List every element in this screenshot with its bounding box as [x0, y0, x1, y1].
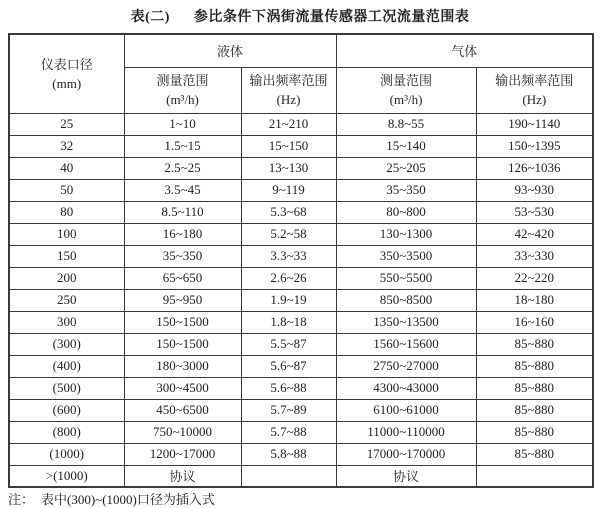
- cell-diameter: (400): [9, 355, 124, 377]
- table-row: [9, 179, 593, 201]
- table-row: [9, 377, 593, 399]
- table-caption-number: 表(二): [130, 10, 170, 25]
- cell-diameter: >(1000): [9, 465, 124, 487]
- cell-value: 3.5~45: [124, 179, 241, 201]
- table-row: [9, 333, 593, 355]
- cell-value: 150~1500: [124, 333, 241, 355]
- table-row: [9, 289, 593, 311]
- cell-value: 85~880: [476, 399, 593, 421]
- cell-value: 1560~15600: [336, 333, 476, 355]
- cell-diameter: (300): [9, 333, 124, 355]
- cell-value: 11000~110000: [336, 421, 476, 443]
- cell-value: 8.5~110: [124, 201, 241, 223]
- cell-value: 1.9~19: [241, 289, 336, 311]
- cell-value: 5.3~68: [241, 201, 336, 223]
- cell-value: 1.5~15: [124, 135, 241, 157]
- cell-value: 126~1036: [476, 157, 593, 179]
- cell-value: 2750~27000: [336, 355, 476, 377]
- footnote-text: 表中(300)~(1000)口径为插入式: [41, 492, 215, 507]
- header-gas-output-freq-line1: 输出频率范围: [495, 73, 574, 88]
- header-gas-group: 气体: [336, 34, 593, 67]
- cell-value: 1.8~18: [241, 311, 336, 333]
- table-row: [9, 223, 593, 245]
- cell-value: 协议: [124, 465, 241, 487]
- table-header: [9, 34, 593, 113]
- cell-value: 16~160: [476, 311, 593, 333]
- table-row: [9, 465, 593, 487]
- table-row: [9, 421, 593, 443]
- footnote: [8, 489, 215, 508]
- cell-value: 93~930: [476, 179, 593, 201]
- cell-value: 35~350: [124, 245, 241, 267]
- cell-value: 15~150: [241, 135, 336, 157]
- cell-value: 3.3~33: [241, 245, 336, 267]
- header-liquid-measure-range-unit: (m³/h): [166, 92, 199, 107]
- header-liquid-output-freq-unit: (Hz): [276, 92, 301, 107]
- cell-value: 21~210: [241, 113, 336, 135]
- table-body: [9, 113, 593, 487]
- cell-diameter: 25: [9, 113, 124, 135]
- cell-value: 42~420: [476, 223, 593, 245]
- table-row: [9, 201, 593, 223]
- flow-range-table: [8, 33, 594, 488]
- cell-value: 150~1395: [476, 135, 593, 157]
- cell-value: 5.6~88: [241, 377, 336, 399]
- cell-value: 85~880: [476, 333, 593, 355]
- cell-value: 5.6~87: [241, 355, 336, 377]
- header-gas-measure-range-unit: (m³/h): [389, 92, 423, 107]
- cell-value: 150~1500: [124, 311, 241, 333]
- cell-value: 190~1140: [476, 113, 593, 135]
- cell-value: 300~4500: [124, 377, 241, 399]
- cell-value: 180~3000: [124, 355, 241, 377]
- cell-value: 85~880: [476, 421, 593, 443]
- table-caption: [0, 6, 600, 26]
- header-liquid-output-freq: [241, 67, 336, 113]
- cell-diameter: 150: [9, 245, 124, 267]
- cell-diameter: (600): [9, 399, 124, 421]
- cell-value: 130~1300: [336, 223, 476, 245]
- header-group-row: [9, 34, 593, 67]
- cell-value: [241, 465, 336, 487]
- cell-value: 17000~170000: [336, 443, 476, 465]
- header-gas-measure-range-line1: 测量范围: [380, 73, 433, 88]
- cell-value: [476, 465, 593, 487]
- header-gas-measure-range: [336, 67, 476, 113]
- cell-value: 550~5500: [336, 267, 476, 289]
- cell-value: 450~6500: [124, 399, 241, 421]
- cell-value: 85~880: [476, 377, 593, 399]
- cell-diameter: 300: [9, 311, 124, 333]
- cell-value: 95~950: [124, 289, 241, 311]
- table-row: [9, 311, 593, 333]
- cell-value: 1350~13500: [336, 311, 476, 333]
- cell-diameter: 32: [9, 135, 124, 157]
- cell-value: 5.8~88: [241, 443, 336, 465]
- cell-diameter: 200: [9, 267, 124, 289]
- table-row: [9, 399, 593, 421]
- cell-value: 35~350: [336, 179, 476, 201]
- cell-value: 850~8500: [336, 289, 476, 311]
- footnote-label: 注：: [8, 492, 35, 507]
- cell-diameter: (500): [9, 377, 124, 399]
- cell-value: 5.7~89: [241, 399, 336, 421]
- cell-value: 80~800: [336, 201, 476, 223]
- cell-value: 85~880: [476, 355, 593, 377]
- cell-value: 8.8~55: [336, 113, 476, 135]
- cell-value: 1~10: [124, 113, 241, 135]
- cell-value: 9~119: [241, 179, 336, 201]
- table-row: [9, 443, 593, 465]
- cell-value: 22~220: [476, 267, 593, 289]
- header-meter-diameter-unit: (mm): [52, 75, 82, 91]
- cell-diameter: 100: [9, 223, 124, 245]
- cell-diameter: 250: [9, 289, 124, 311]
- cell-value: 5.5~87: [241, 333, 336, 355]
- cell-value: 15~140: [336, 135, 476, 157]
- cell-value: 16~180: [124, 223, 241, 245]
- cell-value: 5.2~58: [241, 223, 336, 245]
- header-meter-diameter: [9, 34, 124, 113]
- cell-value: 65~650: [124, 267, 241, 289]
- cell-value: 协议: [336, 465, 476, 487]
- cell-diameter: 80: [9, 201, 124, 223]
- cell-value: 4300~43000: [336, 377, 476, 399]
- cell-value: 350~3500: [336, 245, 476, 267]
- cell-diameter: (1000): [9, 443, 124, 465]
- table-row: [9, 355, 593, 377]
- table-row: [9, 135, 593, 157]
- table-row: [9, 113, 593, 135]
- cell-value: 25~205: [336, 157, 476, 179]
- header-gas-output-freq-unit: (Hz): [522, 92, 547, 107]
- header-liquid-measure-range-line1: 测量范围: [156, 73, 209, 88]
- header-liquid-measure-range: [124, 67, 241, 113]
- cell-value: 13~130: [241, 157, 336, 179]
- header-liquid-group: 液体: [124, 34, 336, 67]
- cell-value: 750~10000: [124, 421, 241, 443]
- cell-diameter: (800): [9, 421, 124, 443]
- table-row: [9, 157, 593, 179]
- cell-diameter: 40: [9, 157, 124, 179]
- cell-value: 85~880: [476, 443, 593, 465]
- table-row: [9, 245, 593, 267]
- cell-value: 33~330: [476, 245, 593, 267]
- cell-value: 6100~61000: [336, 399, 476, 421]
- cell-value: 2.5~25: [124, 157, 241, 179]
- cell-value: 18~180: [476, 289, 593, 311]
- table-row: [9, 267, 593, 289]
- cell-value: 2.6~26: [241, 267, 336, 289]
- header-liquid-output-freq-line1: 输出频率范围: [249, 73, 328, 88]
- cell-value: 5.7~88: [241, 421, 336, 443]
- cell-value: 1200~17000: [124, 443, 241, 465]
- header-meter-diameter-line1: 仪表口径: [40, 56, 93, 72]
- cell-diameter: 50: [9, 179, 124, 201]
- table-caption-title: 参比条件下涡街流量传感器工况流量范围表: [193, 10, 470, 25]
- cell-value: 53~530: [476, 201, 593, 223]
- header-gas-output-freq: [476, 67, 593, 113]
